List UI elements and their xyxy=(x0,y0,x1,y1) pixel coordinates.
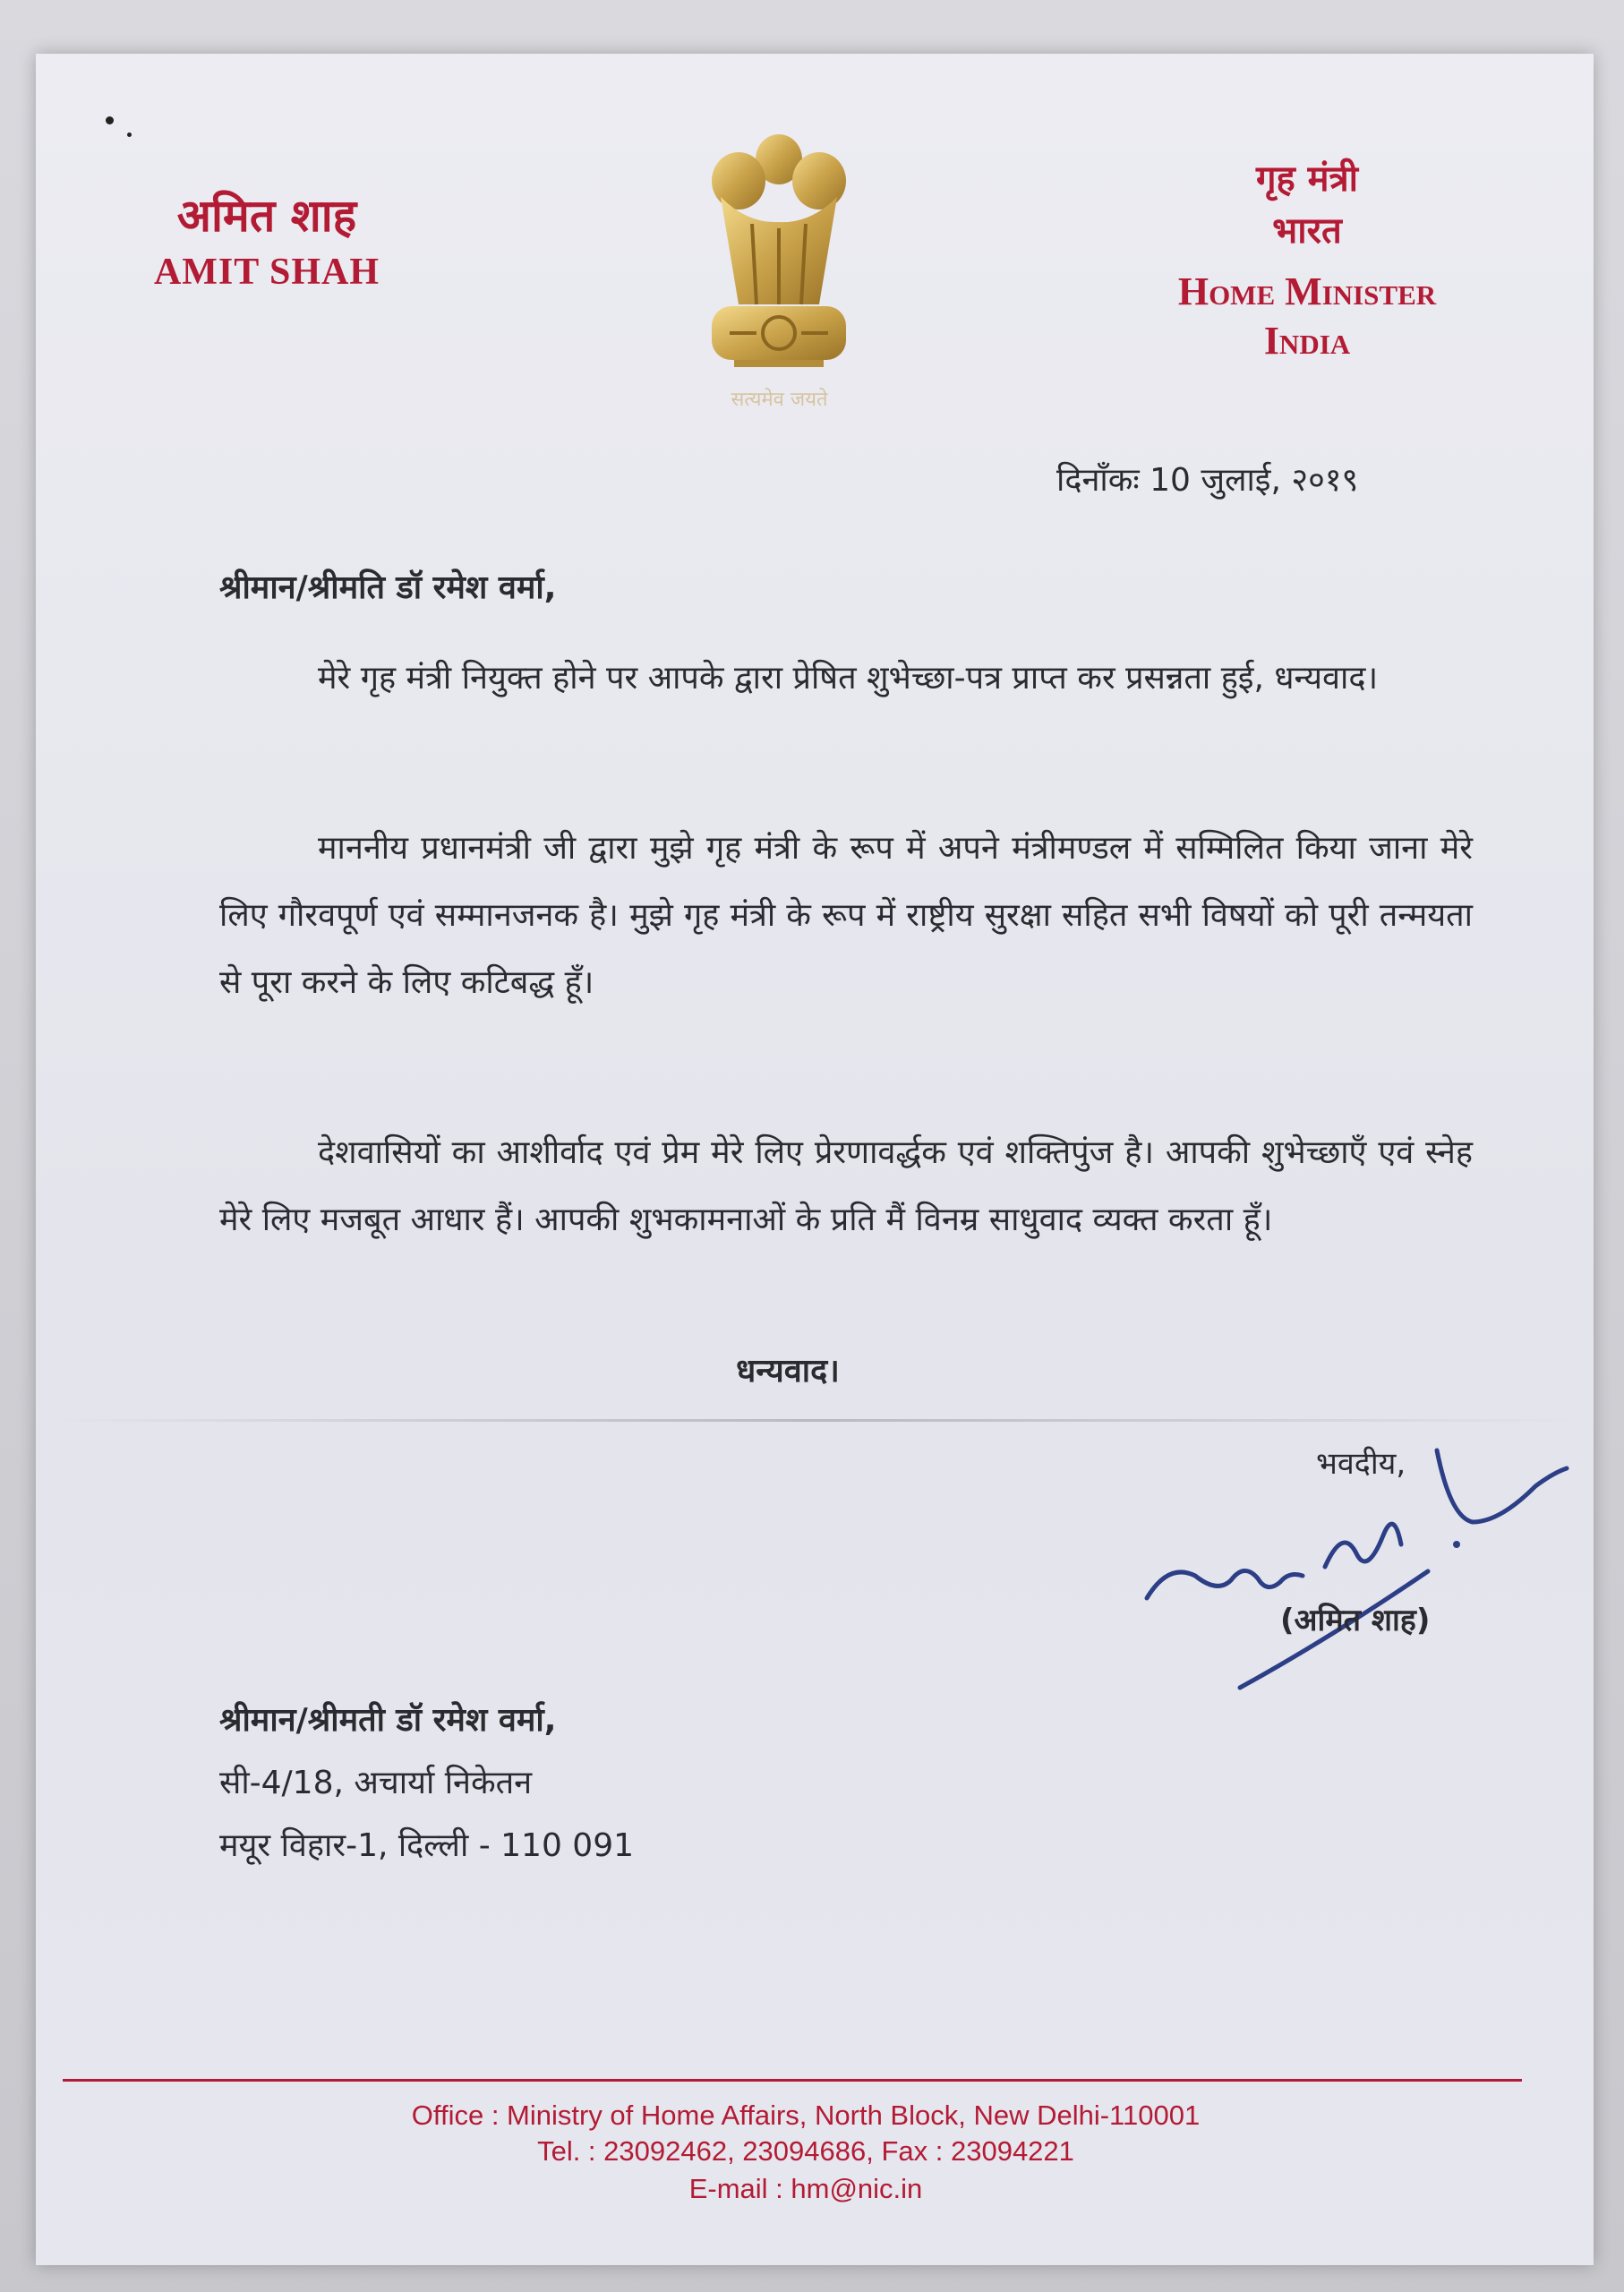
closing-thanks: धन्यवाद। xyxy=(736,1353,840,1390)
state-emblem-icon xyxy=(694,116,864,421)
recipient-address-line1: श्रीमान/श्रीमती डॉ रमेश वर्मा, xyxy=(219,1702,557,1739)
recipient-address-line3: मयूर विहार-1, दिल्ली - 110 091 xyxy=(219,1827,635,1864)
title-hindi-line1: गृह मंत्री xyxy=(1255,158,1359,200)
footer-phone-fax: Tel. : 23092462, 23094686, Fax : 23094221 xyxy=(537,2135,1074,2167)
letter-date: दिनाँकः 10 जुलाई, २०१९ xyxy=(1056,462,1359,499)
recipient-address-line2: सी-4/18, अचार्या निकेतन xyxy=(219,1765,533,1801)
footer-office-address: Office : Ministry of Home Affairs, North Block, New Delhi-110001 xyxy=(411,2100,1201,2131)
sender-name-hindi: अमित शाह xyxy=(176,189,357,242)
body-paragraph-3: देशवासियों का आशीर्वाद एवं प्रेम मेरे लिए प्रेरणावर्द्धक एवं शक्तिपुंज है। आपकी शुभेच्छाएँ एवं स्नेह मेरे लिए मजबूत आधार हैं। आपकी शुभकामनाओं के प्रति मैं विनम्र साधुवाद व्यक्त करता हूँ। xyxy=(219,1134,1473,1238)
footer-email: E-mail : hm@nic.in xyxy=(688,2173,923,2204)
emblem-motto: सत्यमेव जयते xyxy=(731,389,828,411)
title-english-line2: India xyxy=(1263,319,1351,363)
body-paragraph-1: मेरे गृह मंत्री नियुक्त होने पर आपके द्वारा प्रेषित शुभेच्छा-पत्र प्राप्त कर प्रसन्नता हुई, धन्यवाद। xyxy=(318,660,1379,697)
valediction: भवदीय, xyxy=(1316,1446,1406,1482)
salutation: श्रीमान/श्रीमति डॉ रमेश वर्मा, xyxy=(219,569,557,606)
body-paragraph-2: माननीय प्रधानमंत्री जी द्वारा मुझे गृह मंत्री के रूप में अपने मंत्रीमण्डल में सम्मिलित किया जाना मेरे लिए गौरवपूर्ण एवं सम्मानजनक है। मुझे गृह मंत्री के रूप में राष्ट्रीय सुरक्षा सहित सभी विषयों को पूरी तन्मयता से पूरा करने के लिए कटिबद्ध हूँ। xyxy=(219,830,1473,1001)
ink-speck xyxy=(127,133,132,137)
footer-divider xyxy=(63,2079,1522,2082)
handwritten-signature xyxy=(1133,1419,1580,1697)
ink-speck xyxy=(106,116,114,124)
title-hindi-line2: भारत xyxy=(1272,210,1342,252)
signatory-name: (अमित शाह) xyxy=(1280,1603,1431,1638)
sender-name-english: AMIT SHAH xyxy=(153,252,380,293)
title-english-line1: Home Minister xyxy=(1177,269,1437,313)
